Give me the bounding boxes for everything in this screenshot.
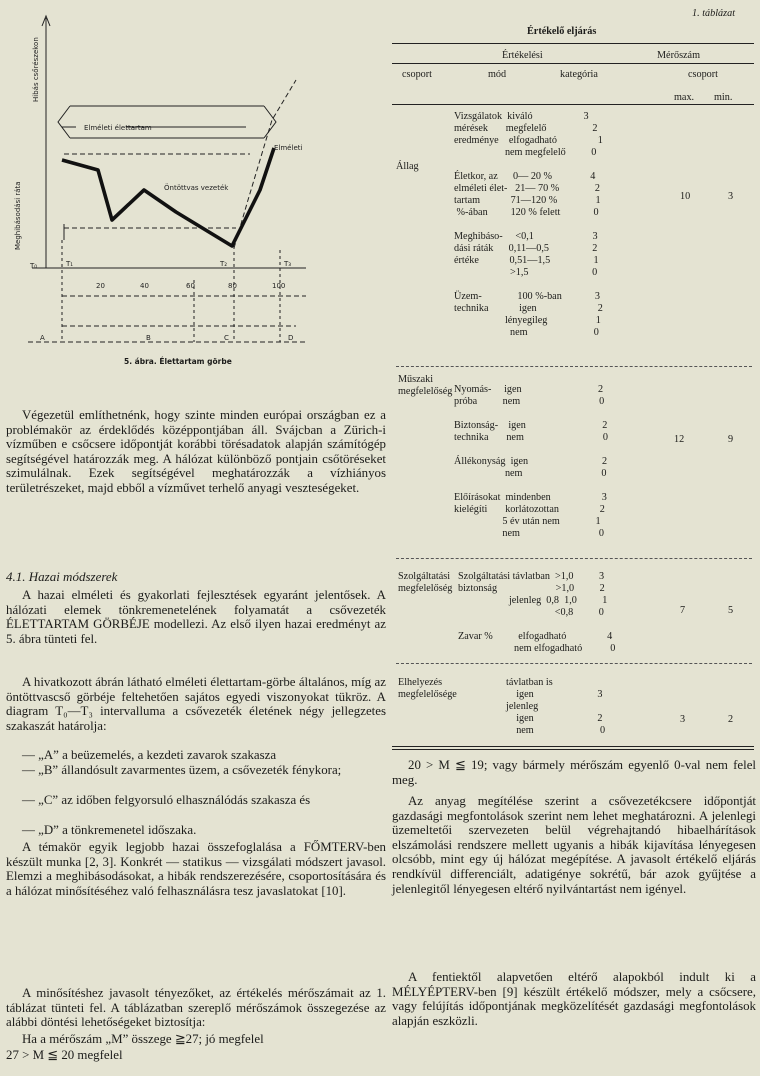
y-axis-top-label: Hibás csőrészekon: [32, 37, 40, 102]
list-item-d: — „D” a tönkremenetel időszaka.: [22, 823, 197, 837]
left-paragraph-3: A hivatkozott ábrán látható elméleti élettartam-görbe általános, míg az öntöttvascső görbéje feltehetően sajátos egyedi viszonyokat tükröz. A diagram T₀—T₃ intervalluma a csővezeték életének négy jellegzetes szakaszát határolja:: [6, 675, 386, 733]
group-szolgaltatasi: Szolgáltatási megfelelőség: [398, 571, 453, 594]
phase-c-label: C: [224, 334, 229, 342]
right-column: [392, 0, 760, 1076]
band-lower-label: Öntöttvas vezeték: [164, 184, 229, 192]
right-paragraph-2: Az anyag megítélése szerint a csővezetékcsere időpontját gazdasági megfontolások szerint nem lehet meghatározni. A jelenlegi üzemeltetői szervezeten belül végrehajtandó hibaelhárítások elszámolási rendszere mellett ugyanis a hibák kijavítása lényegesen olcsóbb, mint egy új hálózat megépítése. A javasolt értékelő eljárás rendkívül differenciált, adatigénye sokrétű, bár azok gyűjtése a jelenlegitől lényegesen eltérő nyilvántartást nem igényel.: [392, 794, 756, 896]
table-body-elhelyezes: távlatban is igen 3 jelenleg igen 2 nem 0: [506, 677, 606, 736]
allag-min: 3: [728, 191, 734, 202]
group-allag: Állag: [396, 161, 419, 172]
phase-a-label: A: [40, 334, 45, 342]
band-upper-label: Elméleti élettartam: [84, 124, 152, 132]
elhely-max: 3: [680, 714, 686, 725]
table-title: Értékelő eljárás: [527, 26, 597, 37]
x-tick-40: 40: [140, 282, 149, 290]
head-meroszam: Mérőszám: [657, 50, 700, 61]
allag-max: 10: [680, 191, 691, 202]
col-max: max.: [674, 92, 695, 103]
right-curve-label: Elméleti: [274, 144, 303, 152]
right-paragraph-3: A fentiektől alapvetően eltérő alapokból indult ki a MÉLYÉPTERV-ben [9] készült értékelő módszer, mely a csőcsere, vagy felújítás időpontjának megközelítését gazdasági megfontolások alapján eszközli.: [392, 970, 756, 1028]
group-elhelyezes: Elhelyezés megfelelősége: [398, 677, 457, 700]
table-body-allag: Vizsgálatok kiváló 3 mérések megfelelő 2 eredménye elfogadható 1 nem megfelelő 0 Életkor, az 0— 20 % 4 elméleti élet- 21— 70 % 2 tartam 71—120 % 1 %-ában 120 % felett 0 Meghibáso- <0,1 3 dási ráták 0,11—0,5 2 értéke 0,51—1,5 1 >1,5 0 Üzem- 100 %-ban 3 technika igen 2 lényegileg 1 nem 0: [454, 111, 603, 338]
head-ertekelesi: Értékelési: [502, 50, 543, 61]
left-paragraph-6: Ha a mérőszám „M” összege ≧27; jó megfelel: [22, 1032, 264, 1046]
elhely-min: 2: [728, 714, 734, 725]
left-paragraph-2: A hazai elméleti és gyakorlati fejlesztések egyaránt jelentősek. A hálózati elemek tönkremenetelének folyamatát a csővezeték ÉLETTARTAM GÖRBÉJE modellezi. Az első ilyen hazai eredményt az 5. ábra tünteti fel.: [6, 588, 386, 646]
col-kategoria: kategória: [560, 69, 598, 80]
phase-d-label: D: [288, 334, 294, 342]
group-muszaki: Műszaki megfelelőség: [398, 374, 453, 397]
left-paragraph-7: 27 > M ≦ 20 megfelel: [6, 1048, 123, 1062]
left-paragraph-1: Végezetül említhetnénk, hogy szinte minden európai országban ez a problémakör az érdeklődés középpontjában áll. Svájcban a Zürich-i vízműben e csőcsere időpontját korábbi törésadatok alapján számítógép segítségével határozzák meg. A hálózat különböző pontjain csőtöréseket szimulálnak. Ezek segítségével meghatározzák a vízhiányos területrészeket, majd ebből a vízművet terhelő anyagi veszteségeket.: [6, 408, 386, 495]
szolg-max: 7: [680, 605, 686, 616]
figure-caption: 5. ábra. Élettartam görbe: [124, 357, 232, 366]
t2-label: T₂: [220, 260, 228, 268]
cast-iron-curve: [62, 148, 274, 246]
col-csoport-score: csoport: [688, 69, 718, 80]
list-item-c: — „C” az időben felgyorsuló elhasználódás szakasza és: [22, 793, 311, 807]
x-tick-20: 20: [96, 282, 105, 290]
left-column: [6, 0, 390, 1076]
y-axis-label: Meghibásodási ráta: [14, 181, 22, 250]
szolg-min: 5: [728, 605, 734, 616]
x-tick-80: 80: [228, 282, 237, 290]
t1-label: T₁: [66, 260, 74, 268]
col-csoport: csoport: [402, 69, 432, 80]
left-paragraph-4: A témakör egyik legjobb hazai összefoglalása a FŐMTERV-ben készült munka [2, 3]. Konkrét — statikus — vizsgálati módszert javasol. Elemzi a meghibásodásokat, a hibák rendszerezésére, csoportosítására és a hálózat minősítéséhez való felhasználásra tesz javaslatokat [10].: [6, 840, 386, 898]
t0-label: T₀: [30, 262, 38, 270]
col-mod: mód: [488, 69, 507, 80]
list-item-a: — „A” a beüzemelés, a kezdeti zavarok szakasza: [22, 748, 277, 762]
left-paragraph-5: A minősítéshez javasolt tényezőket, az értékelés mérőszámait az 1. táblázat tünteti fel. A táblázatban szereplő mérőszámok összegezése az alábbi döntési lehetőségeket biztosítja:: [6, 986, 386, 1030]
muszaki-max: 12: [674, 434, 685, 445]
lifetime-curve-figure: [6, 0, 306, 372]
muszaki-min: 9: [728, 434, 734, 445]
phase-b-label: B: [146, 334, 151, 342]
table-number: 1. táblázat: [692, 8, 736, 19]
x-tick-60: 60: [186, 282, 195, 290]
table-body-szolgaltatasi: Szolgáltatási távlatban >1,0 3 biztonság >1,0 2 jelenleg 0,8 1,0 1 <0,8 0 Zavar % elfogadható 4 nem elfogadható 0: [458, 571, 616, 654]
right-paragraph-1: 20 > M ≦ 19; vagy bármely mérőszám egyenlő 0-val nem felel meg.: [392, 758, 756, 787]
list-item-b: — „B” állandósult zavarmentes üzem, a csővezeték fénykora;: [22, 763, 342, 777]
table-body-muszaki: Nyomás- igen 2 próba nem 0 Biztonság- igen 2 technika nem 0 Állékonyság igen 2 nem 0 Előírásokat mindenben 3 kielégíti korlátozottan 2 5 év után nem 1 nem 0: [454, 384, 608, 539]
section-heading: 4.1. Hazai módszerek: [6, 569, 118, 584]
t3-label: T₃: [284, 260, 292, 268]
x-tick-100: 100: [272, 282, 286, 290]
col-min: min.: [714, 92, 733, 103]
